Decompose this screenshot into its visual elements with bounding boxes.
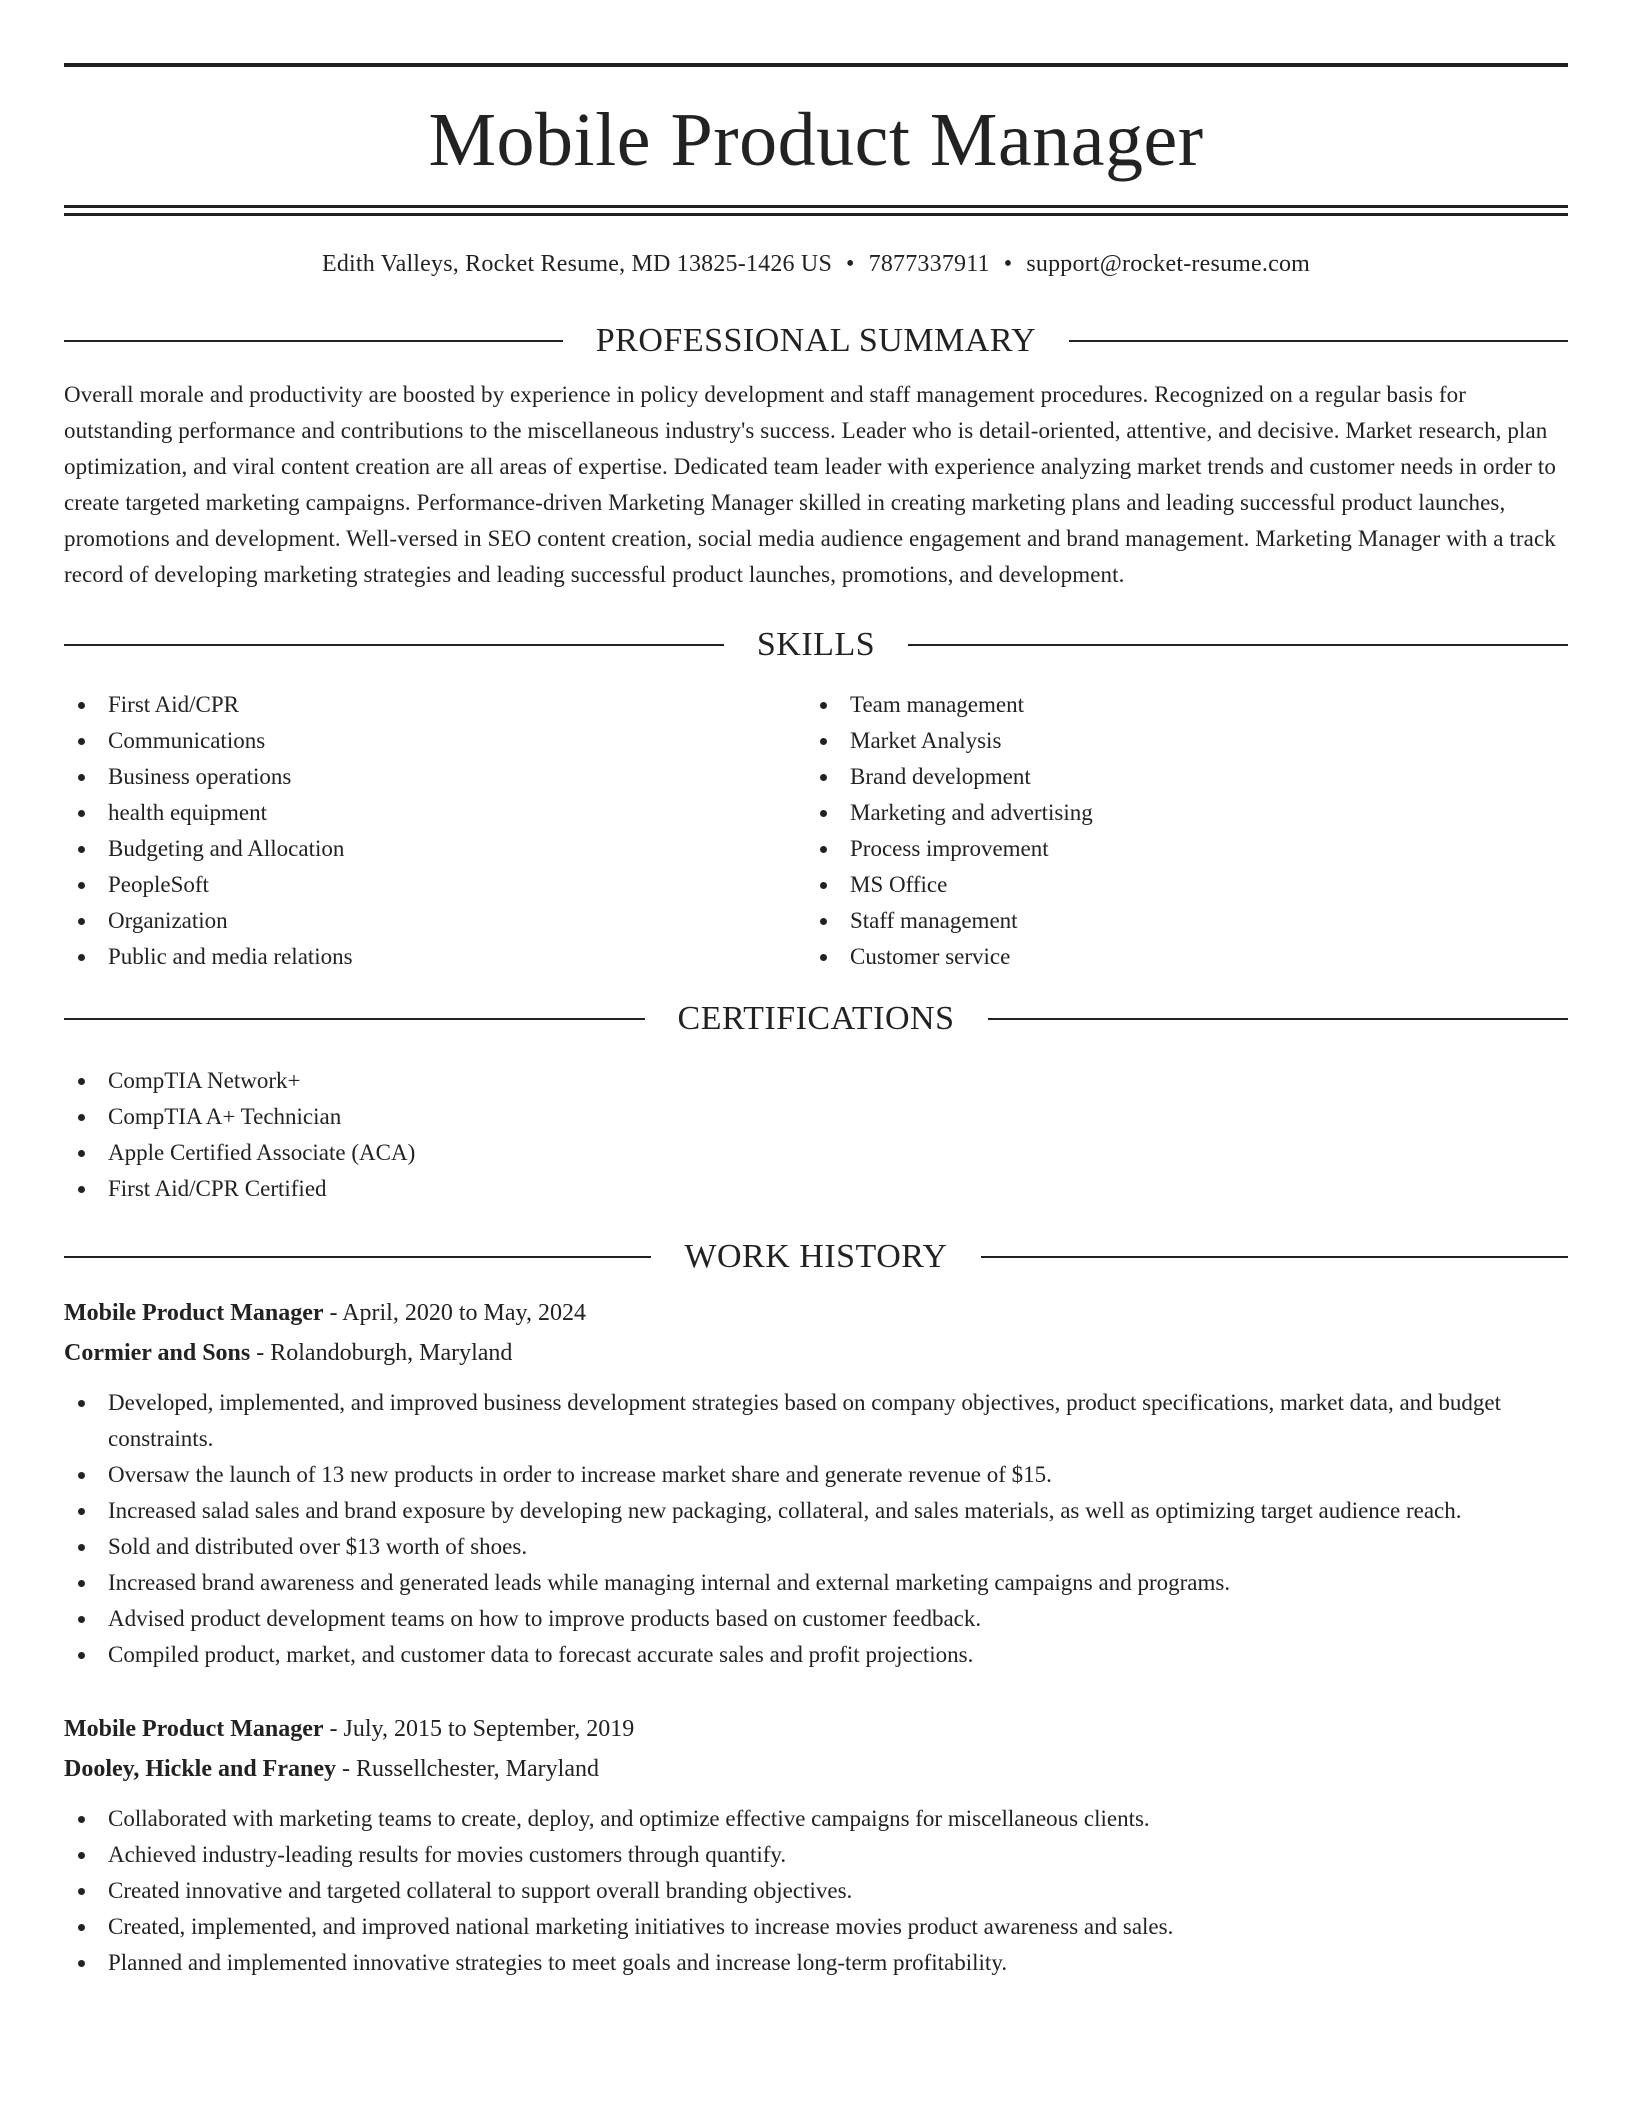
job-company: Cormier and Sons (64, 1340, 251, 1366)
certification-item: CompTIA Network+ (64, 1063, 1568, 1099)
job-entry (64, 1709, 1568, 1981)
job-title-line (64, 1709, 1568, 1749)
job-bullet: Increased brand awareness and generated leads while managing internal and external marketing campaigns and programs. (64, 1565, 1568, 1601)
skill-item: Communications (64, 723, 806, 759)
job-title-line (64, 1293, 1568, 1333)
job-bullet: Created innovative and targeted collateral to support overall branding objectives. (64, 1873, 1568, 1909)
skill-item: health equipment (64, 795, 806, 831)
skill-item: PeopleSoft (64, 867, 806, 903)
skill-item: Market Analysis (806, 723, 1548, 759)
certification-item: First Aid/CPR Certified (64, 1171, 1568, 1207)
section-title: SKILLS (756, 626, 876, 663)
section-title: CERTIFICATIONS (677, 1000, 955, 1037)
skills-list-left (64, 687, 806, 975)
resume-name: Mobile Product Manager (428, 98, 1204, 182)
job-bullet-list (64, 1385, 1568, 1673)
skill-item: Budgeting and Allocation (64, 831, 806, 867)
section-rule-right (981, 1256, 1568, 1258)
job-dates: - April, 2020 to May, 2024 (323, 1300, 586, 1326)
contact-separator: • (846, 251, 855, 277)
skill-item: Brand development (806, 759, 1548, 795)
job-location: - Rolandoburgh, Maryland (250, 1340, 513, 1366)
section-title: PROFESSIONAL SUMMARY (595, 322, 1037, 359)
section-title: WORK HISTORY (684, 1238, 948, 1275)
section-rule-left (64, 340, 563, 342)
job-bullet-list (64, 1801, 1568, 1981)
job-company-line (64, 1333, 1568, 1373)
skills-list-right (806, 687, 1548, 975)
contact-address: Edith Valleys, Rocket Resume, MD 13825-1426 US (321, 251, 833, 277)
section-rule-right (1069, 340, 1568, 342)
job-dates: - July, 2015 to September, 2019 (323, 1716, 635, 1742)
work-section-header (64, 1237, 1568, 1277)
summary-section-header (64, 321, 1568, 361)
job-company: Dooley, Hickle and Franey (64, 1756, 336, 1782)
skills-grid (64, 687, 1568, 975)
skill-item: Team management (806, 687, 1548, 723)
job-bullet: Created, implemented, and improved national marketing initiatives to increase movies product awareness and sales. (64, 1909, 1568, 1945)
certifications-section-header (64, 999, 1568, 1039)
job-entry (64, 1293, 1568, 1673)
job-title: Mobile Product Manager (64, 1300, 324, 1326)
job-bullet: Sold and distributed over $13 worth of shoes. (64, 1529, 1568, 1565)
job-bullet: Compiled product, market, and customer data to forecast accurate sales and profit projections. (64, 1637, 1568, 1673)
job-bullet: Oversaw the launch of 13 new products in order to increase market share and generate revenue of $15. (64, 1457, 1568, 1493)
skill-item: Organization (64, 903, 806, 939)
header-top-rule (64, 63, 1568, 67)
skill-item: Customer service (806, 939, 1548, 975)
skill-item: Public and media relations (64, 939, 806, 975)
job-bullet: Achieved industry-leading results for movies customers through quantify. (64, 1837, 1568, 1873)
resume-page (64, 0, 1568, 1981)
job-title: Mobile Product Manager (64, 1716, 324, 1742)
certifications-list (64, 1063, 1568, 1207)
summary-text: Overall morale and productivity are boosted by experience in policy development and staff management procedures. Recognized on a regular basis for outstanding performance and contributions to the miscellaneous industry's success. Leader who is detail-oriented, attentive, and decisive. Market research, plan optimization, and viral content creation are all areas of expertise. Dedicated team leader with experience analyzing market trends and customer needs in order to create targeted marketing campaigns. Performance-driven Marketing Manager skilled in creating marketing plans and leading successful product launches, promotions and development. Well-versed in SEO content creation, social media audience engagement and brand management. Marketing Manager with a track record of developing marketing strategies and leading successful product launches, promotions, and development. (64, 382, 1556, 587)
contact-phone: 7877337911 (868, 251, 990, 277)
skill-item: Business operations (64, 759, 806, 795)
skill-item: MS Office (806, 867, 1548, 903)
contact-email[interactable]: support@rocket-resume.com (1026, 251, 1311, 277)
certification-item: CompTIA A+ Technician (64, 1099, 1568, 1135)
job-bullet: Developed, implemented, and improved business development strategies based on company objectives, product specifications, market data, and budget constraints. (64, 1385, 1568, 1457)
section-rule-left (64, 644, 724, 646)
job-bullet: Advised product development teams on how to improve products based on customer feedback. (64, 1601, 1568, 1637)
contact-separator: • (1003, 251, 1013, 277)
section-rule-right (908, 644, 1568, 646)
job-company-line (64, 1749, 1568, 1789)
header-double-rule (64, 205, 1568, 216)
section-rule-left (64, 1018, 645, 1020)
job-bullet: Planned and implemented innovative strategies to meet goals and increase long-term profitability. (64, 1945, 1568, 1981)
skill-item: Process improvement (806, 831, 1548, 867)
contact-line (64, 249, 1568, 279)
certification-item: Apple Certified Associate (ACA) (64, 1135, 1568, 1171)
job-bullet: Collaborated with marketing teams to create, deploy, and optimize effective campaigns for miscellaneous clients. (64, 1801, 1568, 1837)
section-rule-left (64, 1256, 651, 1258)
skills-section-header (64, 625, 1568, 665)
job-bullet: Increased salad sales and brand exposure by developing new packaging, collateral, and sales materials, as well as optimizing target audience reach. (64, 1493, 1568, 1529)
job-location: - Russellchester, Maryland (336, 1756, 599, 1782)
skill-item: Staff management (806, 903, 1548, 939)
section-rule-right (988, 1018, 1569, 1020)
skill-item: Marketing and advertising (806, 795, 1548, 831)
skill-item: First Aid/CPR (64, 687, 806, 723)
